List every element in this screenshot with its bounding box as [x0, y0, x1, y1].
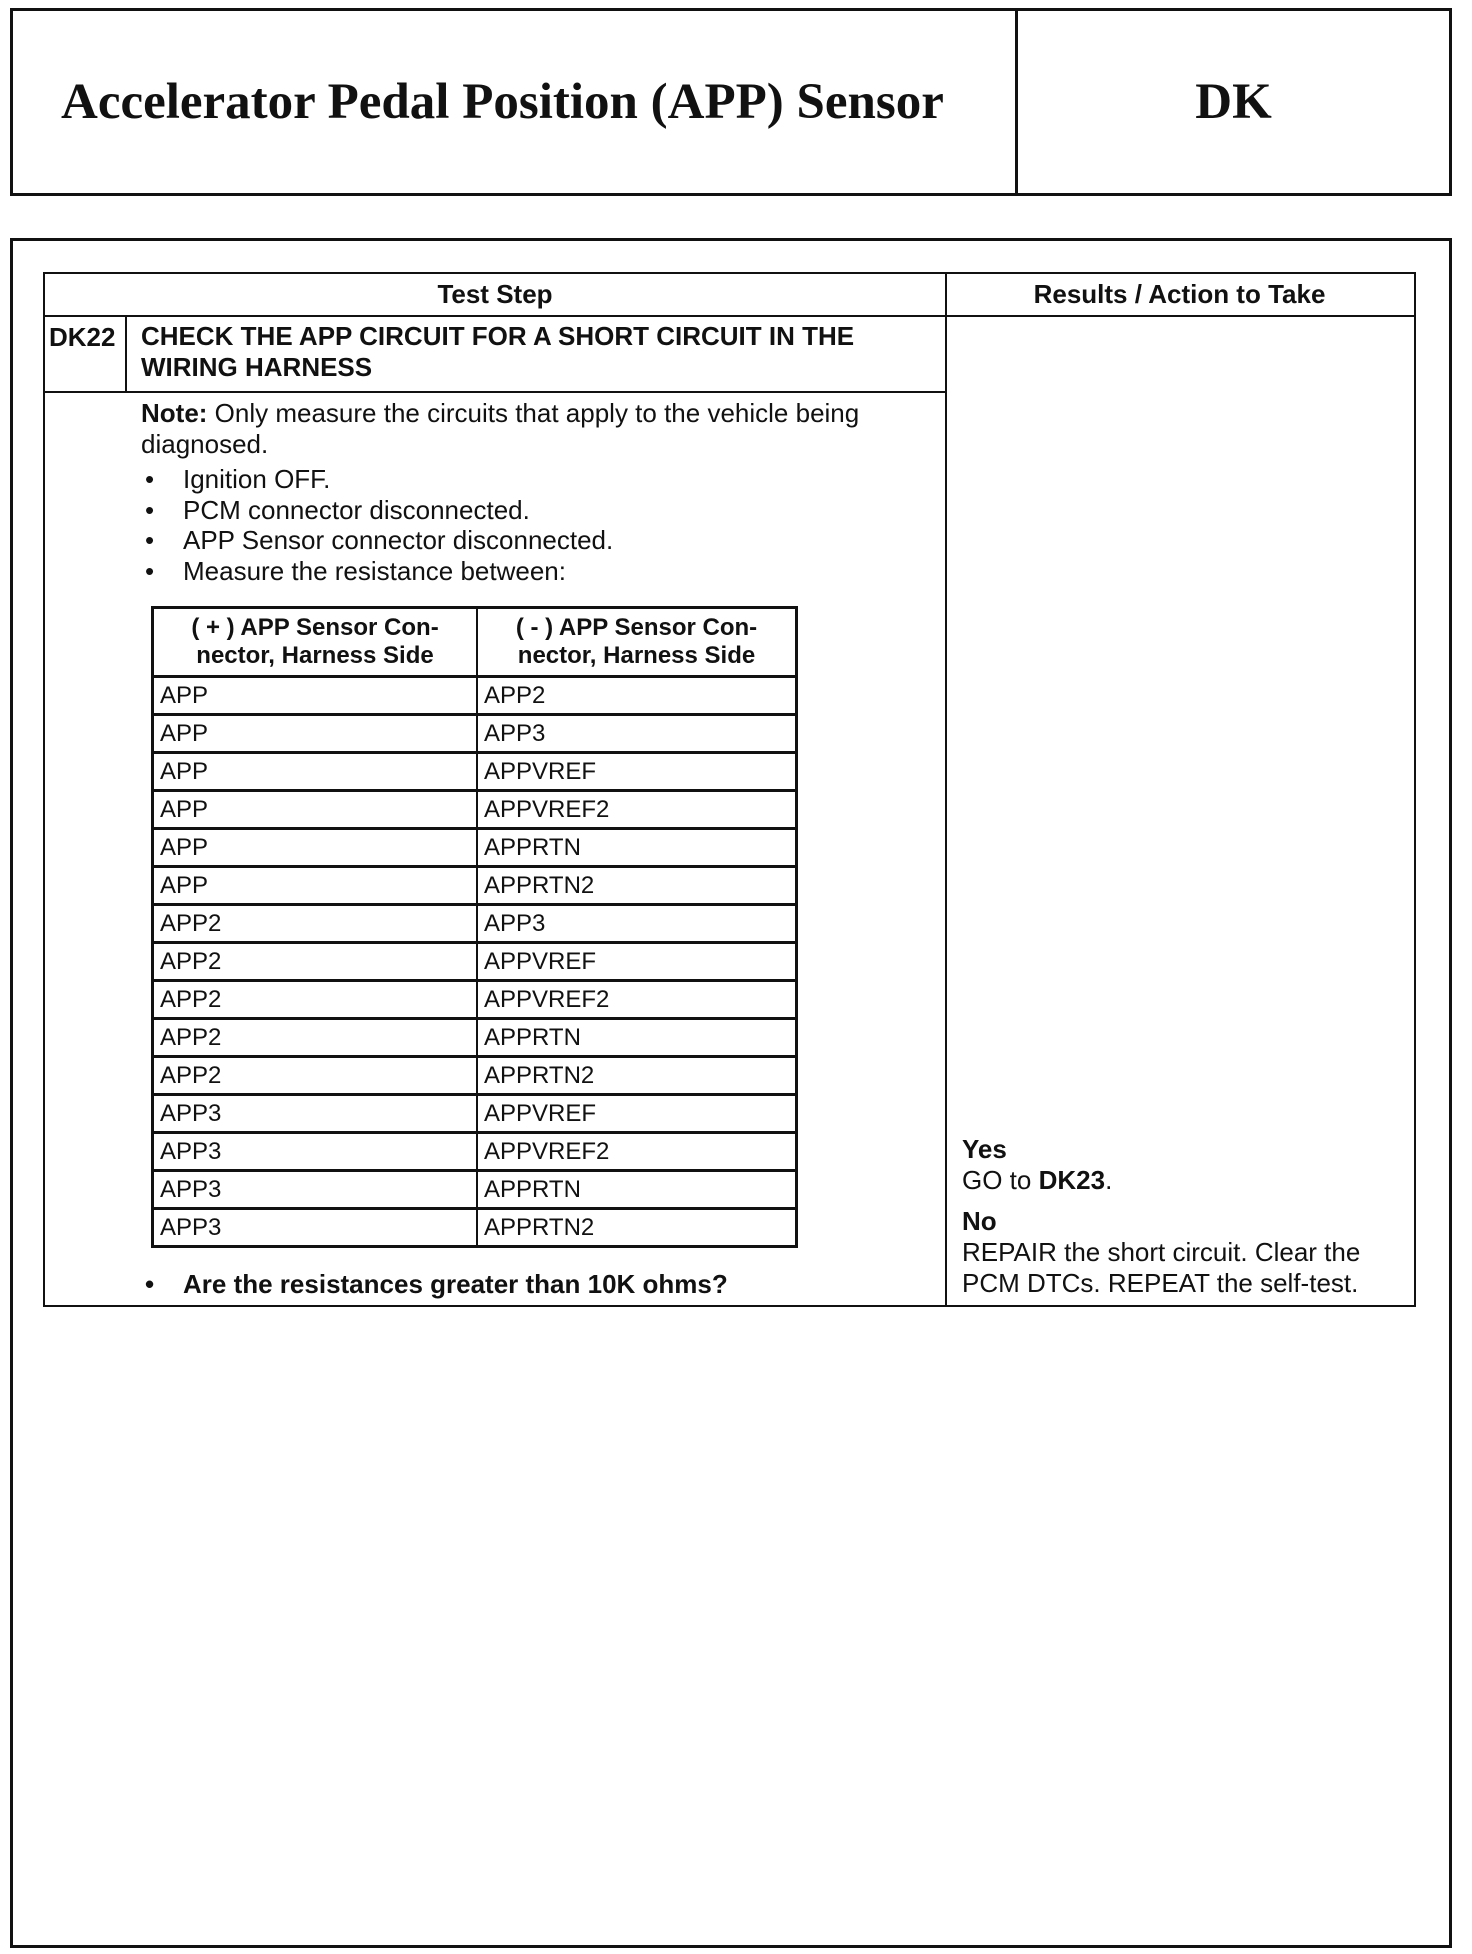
- cell-positive: APP3: [153, 1133, 478, 1171]
- cell-negative: APPRTN: [477, 1171, 797, 1209]
- cell-positive: APP: [153, 715, 478, 753]
- note-label: Note:: [141, 398, 208, 428]
- note: [141, 398, 931, 460]
- question: • Are the resistances greater than 10K ohms?: [141, 1269, 931, 1300]
- table-row: [153, 1171, 797, 1209]
- table-row: [153, 791, 797, 829]
- table-row: [153, 1057, 797, 1095]
- cell-positive: APP: [153, 677, 478, 715]
- step-content: [141, 398, 931, 586]
- table-row: [153, 943, 797, 981]
- cell-negative: APP3: [477, 905, 797, 943]
- no-action: REPAIR the short circuit. Clear the PCM DTCs. REPEAT the self-test.: [962, 1237, 1361, 1298]
- cell-positive: APP: [153, 829, 478, 867]
- column-header-test-step: Test Step: [437, 279, 553, 309]
- cell-positive: APP3: [153, 1171, 478, 1209]
- step-code: DK22: [49, 322, 116, 352]
- code-divider: [125, 315, 127, 391]
- list-item: • Measure the resistance between:: [141, 556, 931, 587]
- table-row: [153, 1095, 797, 1133]
- table-row: [153, 829, 797, 867]
- table-row: [153, 1209, 797, 1247]
- no-label: No: [962, 1206, 997, 1236]
- table-row: [153, 753, 797, 791]
- cell-positive: APP3: [153, 1209, 478, 1247]
- resistance-table: [151, 606, 798, 1248]
- table-row: [153, 1019, 797, 1057]
- page-header: [10, 8, 1452, 196]
- step-divider: [45, 391, 945, 393]
- cell-positive: APP2: [153, 943, 478, 981]
- yes-action: [962, 1165, 1412, 1196]
- cell-positive: APP: [153, 867, 478, 905]
- column-divider: [945, 274, 947, 1305]
- instruction-list: [141, 464, 931, 586]
- table-row: [153, 1133, 797, 1171]
- step-title: CHECK THE APP CIRCUIT FOR A SHORT CIRCUIT IN THE WIRING HARNESS: [141, 321, 855, 382]
- table-row: [153, 905, 797, 943]
- cell-positive: APP2: [153, 1057, 478, 1095]
- cell-negative: APP2: [477, 677, 797, 715]
- list-item: • Ignition OFF.: [141, 464, 931, 495]
- cell-negative: APPRTN2: [477, 1209, 797, 1247]
- cell-negative: APPRTN: [477, 829, 797, 867]
- page-title: Accelerator Pedal Position (APP) Sensor: [13, 11, 1018, 193]
- table-row: [153, 981, 797, 1019]
- table-row: [153, 715, 797, 753]
- section-code: DK: [1195, 74, 1272, 130]
- cell-negative: APPRTN2: [477, 1057, 797, 1095]
- column-header-results: Results / Action to Take: [1033, 279, 1326, 309]
- yes-target: DK23: [1038, 1165, 1106, 1195]
- cell-negative: APPVREF: [477, 943, 797, 981]
- cell-positive: APP2: [153, 981, 478, 1019]
- list-item: • APP Sensor connector disconnected.: [141, 525, 931, 556]
- cell-negative: APPRTN2: [477, 867, 797, 905]
- cell-positive: APP: [153, 791, 478, 829]
- cell-positive: APP2: [153, 905, 478, 943]
- table-row: [153, 677, 797, 715]
- cell-negative: APPRTN: [477, 1019, 797, 1057]
- list-item: • PCM connector disconnected.: [141, 495, 931, 526]
- cell-negative: APP3: [477, 715, 797, 753]
- table-header-row: [153, 608, 797, 677]
- cell-positive: APP2: [153, 1019, 478, 1057]
- header-negative: ( - ) APP Sensor Con-nector, Harness Side: [477, 608, 797, 677]
- cell-negative: APPVREF: [477, 1095, 797, 1133]
- cell-positive: APP3: [153, 1095, 478, 1133]
- cell-negative: APPVREF2: [477, 1133, 797, 1171]
- table-row: [153, 867, 797, 905]
- yes-suffix: .: [1105, 1165, 1113, 1195]
- header-divider: [45, 315, 1414, 317]
- results-action: [962, 1134, 1412, 1299]
- note-text: Only measure the circuits that apply to the vehicle being diagnosed.: [141, 398, 860, 459]
- cell-positive: APP: [153, 753, 478, 791]
- yes-label: Yes: [962, 1134, 1007, 1164]
- cell-negative: APPVREF2: [477, 981, 797, 1019]
- cell-negative: APPVREF: [477, 753, 797, 791]
- header-positive: ( + ) APP Sensor Con-nector, Harness Side: [153, 608, 478, 677]
- test-step-table: [43, 272, 1416, 1307]
- cell-negative: APPVREF2: [477, 791, 797, 829]
- yes-prefix: GO to: [962, 1165, 1039, 1195]
